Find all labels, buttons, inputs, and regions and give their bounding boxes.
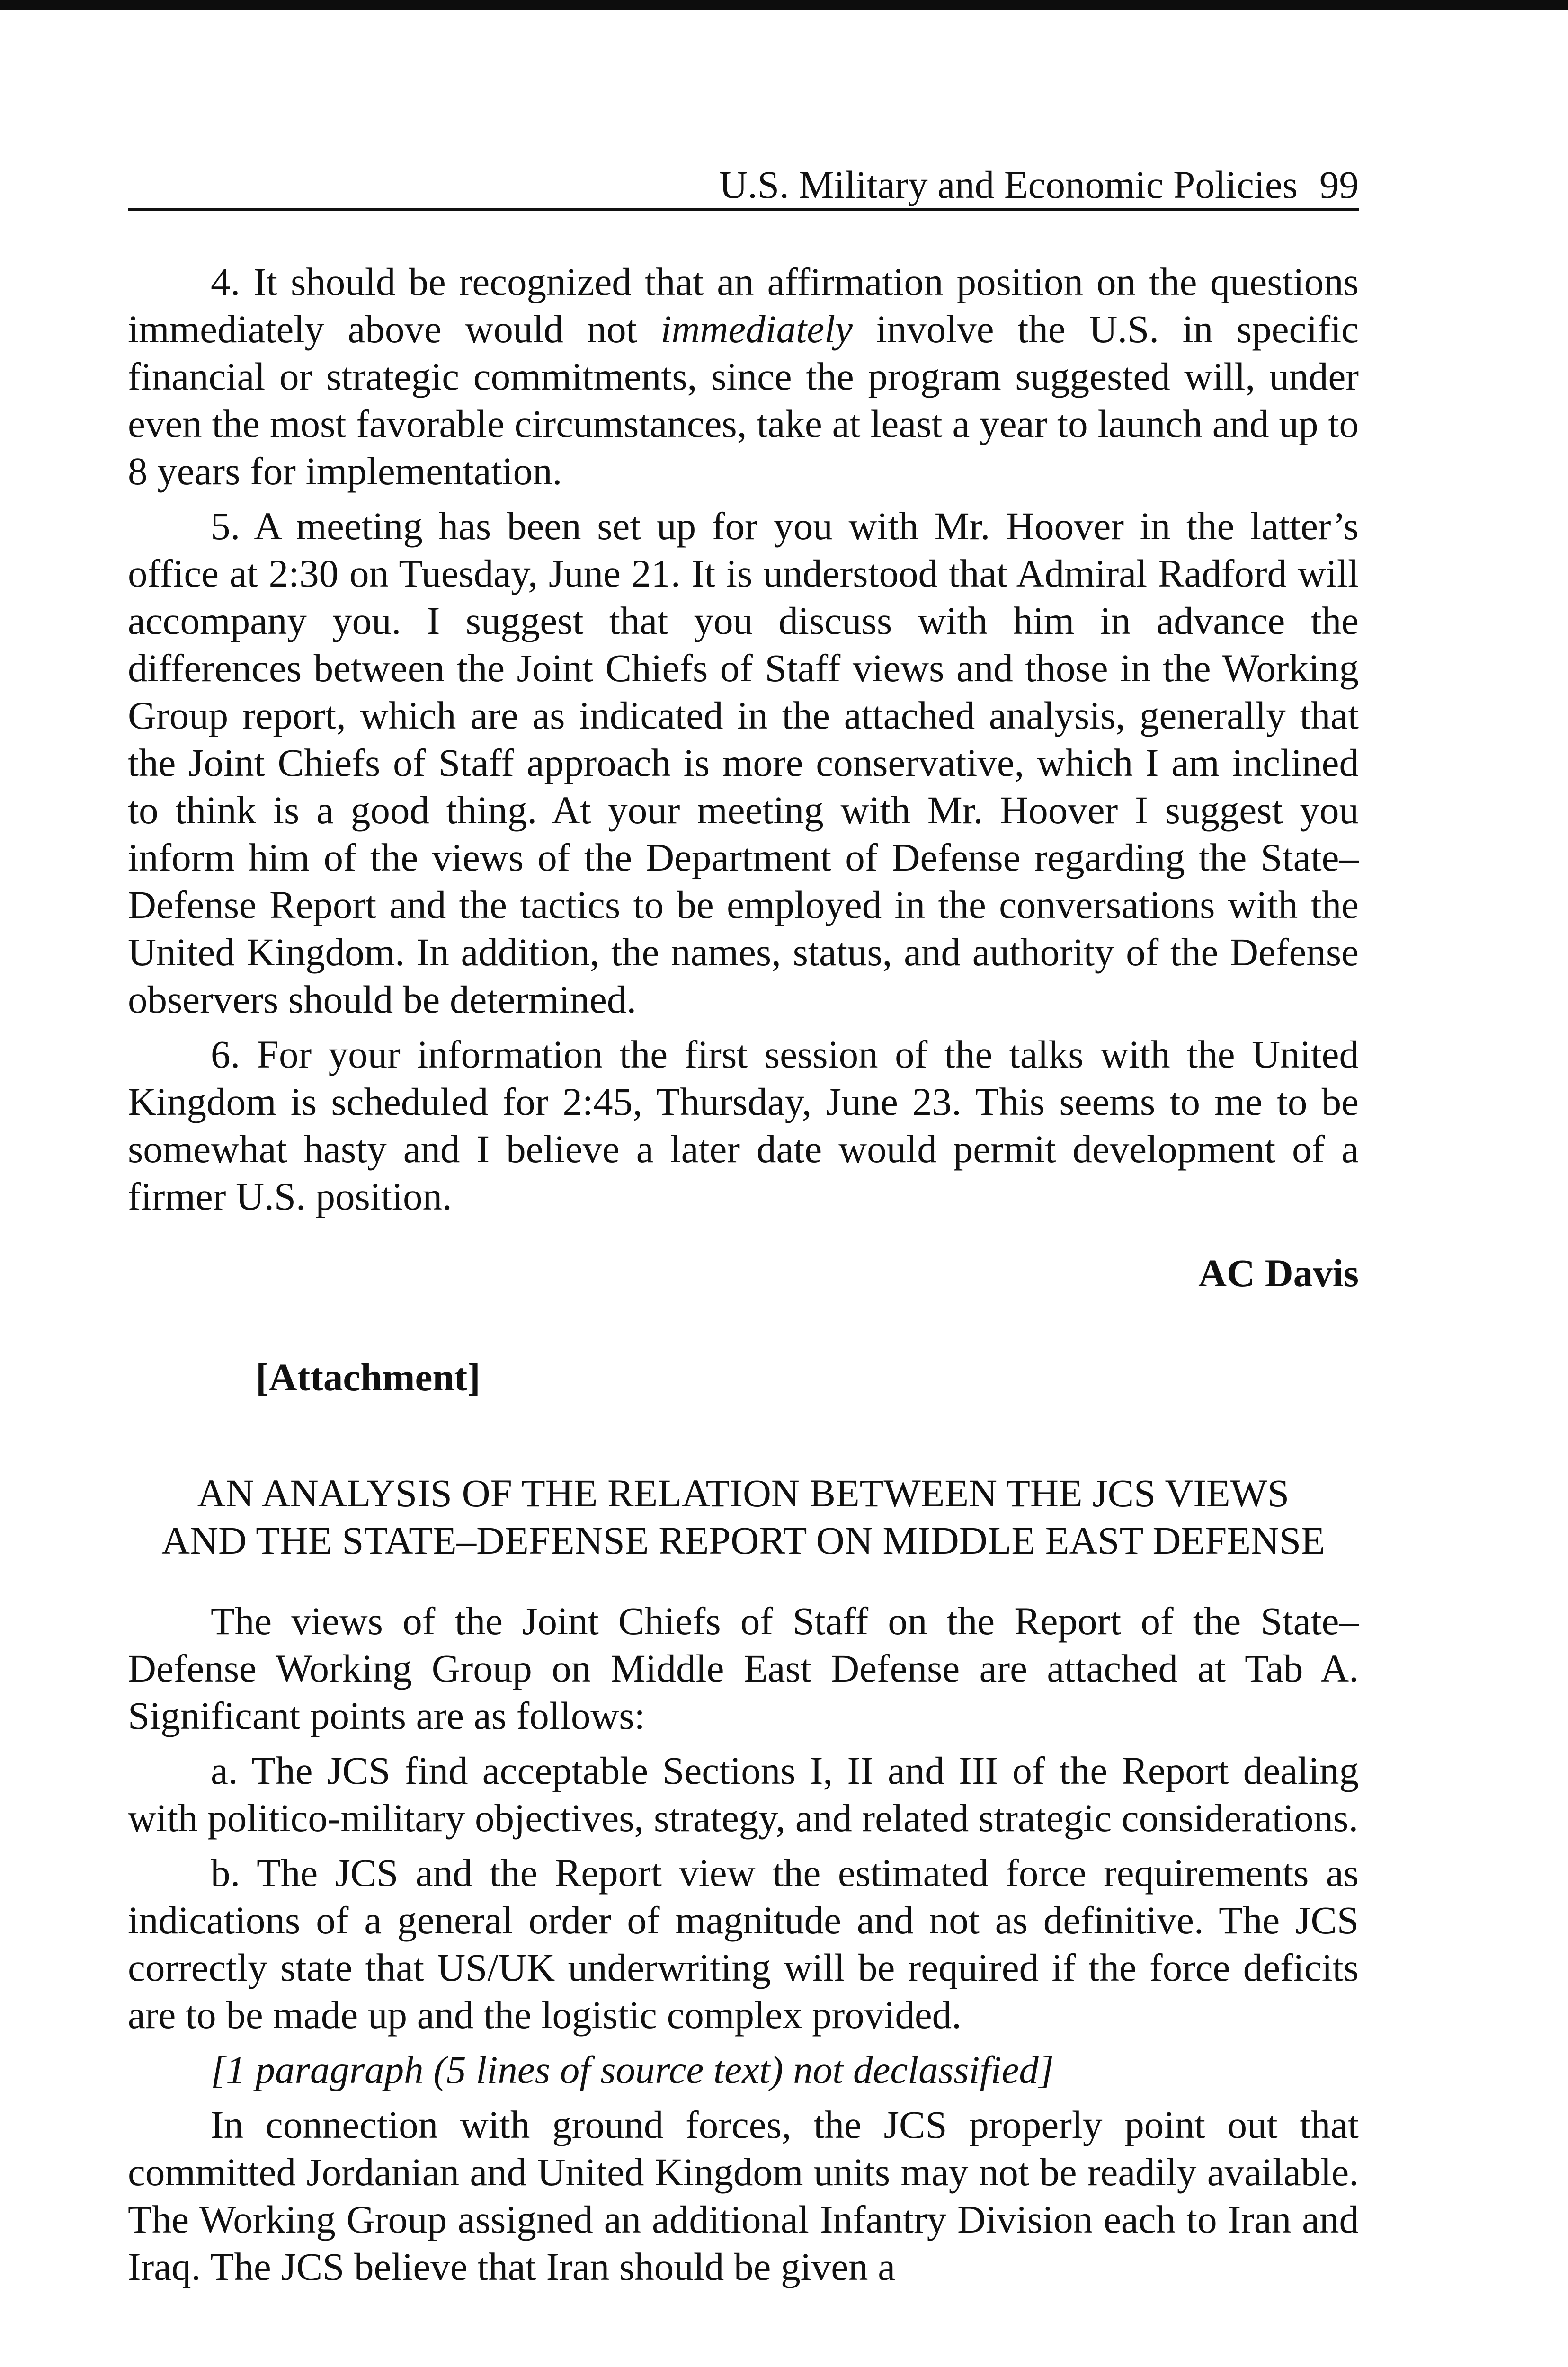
paragraph-6: 6. For your information the first session of the talks with the United Kingdom is scheduled for 2:45, Thursday, June 23. This seems to me to be somewhat hasty and I believe a later date would permit development of a firmer U.S. position. [128,1032,1359,1218]
top-scan-edge [0,0,1568,10]
page-number: 99 [1319,163,1359,206]
ground-forces-paragraph: In connection with ground forces, the JCS properly point out that committed Jordanian and United Kingdom units may not be readily available. The Working Group assigned an additional Infantry Division each to Iran and Iraq. The JCS believe that Iran should be given a [128,2103,1359,2288]
paragraph-4-text-start: 4. It should be recognized that an affirmation position on the questions immediately above would not [128,260,1359,351]
paragraph-4-emphasis: immediately [660,307,853,351]
analysis-intro: The views of the Joint Chiefs of Staff on the Report of the State–Defense Working Group on Middle East Defense are attached at Tab A. Significant points are as follows: [128,1599,1359,1737]
analysis-title-line-2: AND THE STATE–DEFENSE REPORT ON MIDDLE EAST DEFENSE [161,1519,1325,1562]
analysis-point-b: b. The JCS and the Report view the estimated force requirements as indications of a general order of magnitude and not as definitive. The JCS correctly state that US/UK underwriting will be required if the force deficits are to be made up and the logistic complex provided. [128,1851,1359,2037]
running-head [128,161,1359,211]
analysis-title [128,1469,1359,1564]
analysis-title-line-1: AN ANALYSIS OF THE RELATION BETWEEN THE JCS VIEWS [197,1471,1290,1515]
paragraph-4 [128,258,1359,495]
attachment-heading: [Attachment] [256,1355,481,1399]
redaction-note: [1 paragraph (5 lines of source text) not declassified] [211,2048,1054,2091]
running-head-title: U.S. Military and Economic Policies [719,163,1298,206]
paragraph-5: 5. A meeting has been set up for you with Mr. Hoover in the latter’s office at 2:30 on Tuesday, June 21. It is understood that Admiral Radford will accompany you. I suggest that you discuss with him in advance the differences between the Joint Chiefs of Staff views and those in the Working Group report, which are as indicated in the attached analysis, generally that the Joint Chiefs of Staff approach is more conservative, which I am inclined to think is a good thing. At your meeting with Mr. Hoover I suggest you inform him of the views of the Department of Defense regarding the State–Defense Report and the tactics to be employed in the conversations with the United Kingdom. In addition, the names, status, and authority of the Defense observers should be determined. [128,504,1359,1021]
paragraph-4-text-end: involve the U.S. in specific financial or strategic commitments, since the program suggested will, under even the most favorable circumstances, take at least a year to launch and up to 8 years for implementation. [128,307,1359,493]
page-body [128,258,1359,2298]
analysis-point-a: a. The JCS find acceptable Sections I, II and III of the Report dealing with politico-military objectives, strategy, and related strategic considerations. [128,1749,1359,1840]
signature: AC Davis [1198,1251,1359,1295]
